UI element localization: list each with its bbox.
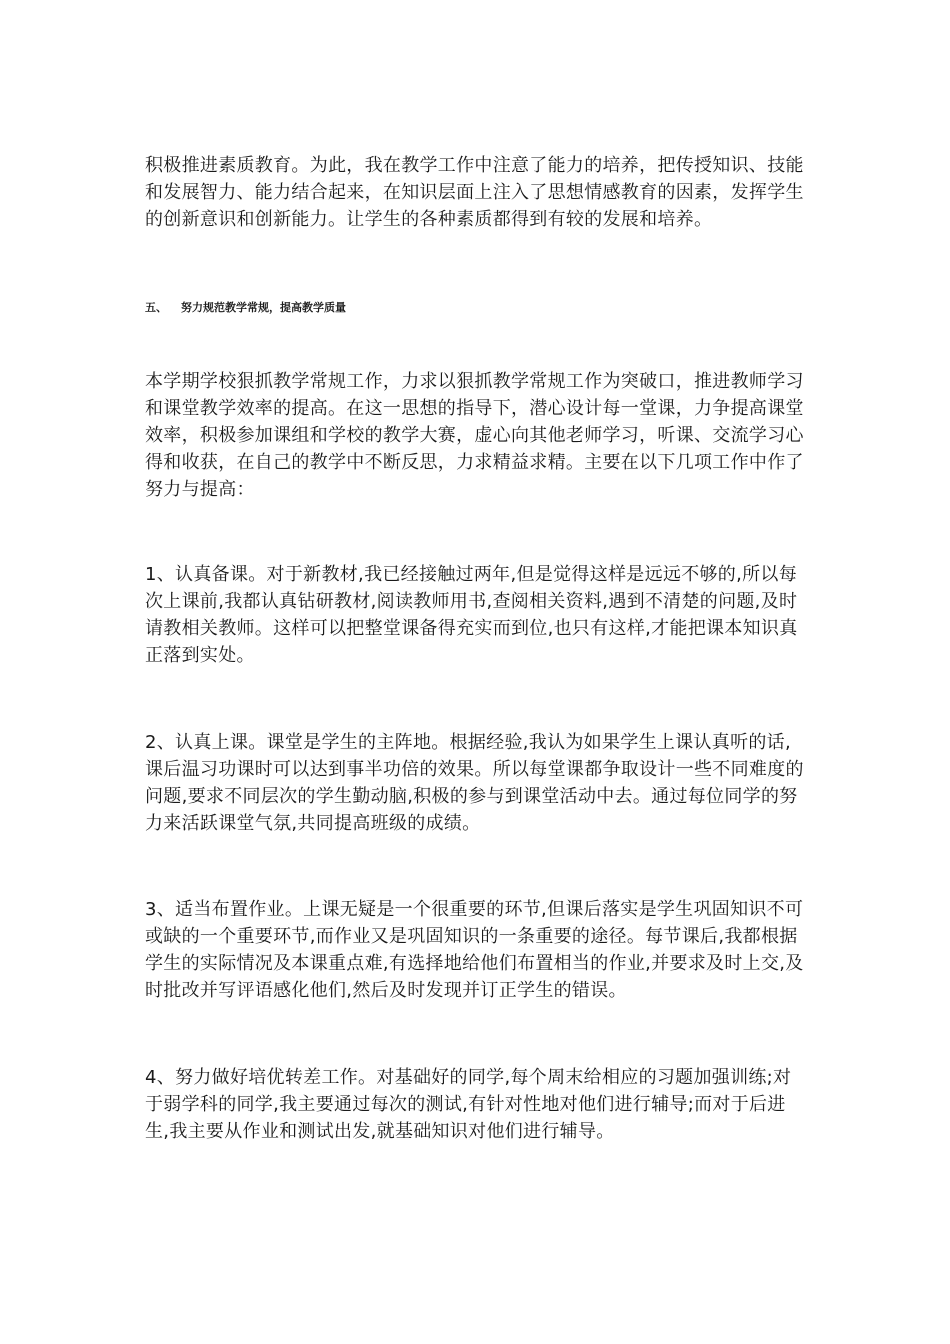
section-number: 五、 (145, 301, 167, 314)
section-body-paragraph: 本学期学校狠抓教学常规工作，力求以狠抓教学常规工作为突破口，推进教师学习和课堂教学效率的提高。在这一思想的指导下，潜心设计每一堂课，力争提高课堂效率，积极参加课组和学校的教学大赛，虚心向其他老师学习，听课、交流学习心得和收获，在自己的教学中不断反思，力求精益求精。主要在以下几项工作中作了努力与提高： (145, 371, 804, 500)
list-item-3: 3、适当布置作业。上课无疑是一个很重要的环节,但课后落实是学生巩固知识不可或缺的一个重要环节,而作业又是巩固知识的一条重要的途径。每节课后,我都根据学生的实际情况及本课重点难,有选择地给他们布置相当的作业,并要求及时上交,及时批改并写评语感化他们,然后及时发现并订正学生的错误。 (145, 899, 804, 1001)
list-item-1: 1、认真备课。对于新教材,我已经接触过两年,但是觉得这样是远远不够的,所以每次上课前,我都认真钻研教材,阅读教师用书,查阅相关资料,遇到不清楚的问题,及时请教相关教师。这样可以把整堂课备得充实而到位,也只有这样,才能把课本知识真正落到实处。 (145, 564, 798, 666)
section-heading (145, 300, 346, 316)
list-item-4: 4、努力做好培优转差工作。对基础好的同学,每个周末给相应的习题加强训练;对于弱学科的同学,我主要通过每次的测试,有针对性地对他们进行辅导;而对于后进生,我主要从作业和测试出发,就基础知识对他们进行辅导。 (145, 1067, 792, 1142)
list-item-2: 2、认真上课。课堂是学生的主阵地。根据经验,我认为如果学生上课认真听的话,课后温习功课时可以达到事半功倍的效果。所以每堂课都争取设计一些不同难度的问题,要求不同层次的学生勤动脑,积极的参与到课堂活动中去。通过每位同学的努力来活跃课堂气氛,共同提高班级的成绩。 (145, 732, 804, 834)
intro-paragraph: 积极推进素质教育。为此，我在教学工作中注意了能力的培养，把传授知识、技能和发展智力、能力结合起来，在知识层面上注入了思想情感教育的因素，发挥学生的创新意识和创新能力。让学生的各种素质都得到有较的发展和培养。 (145, 155, 804, 230)
section-title: 努力规范教学常规，提高教学质量 (181, 301, 346, 314)
